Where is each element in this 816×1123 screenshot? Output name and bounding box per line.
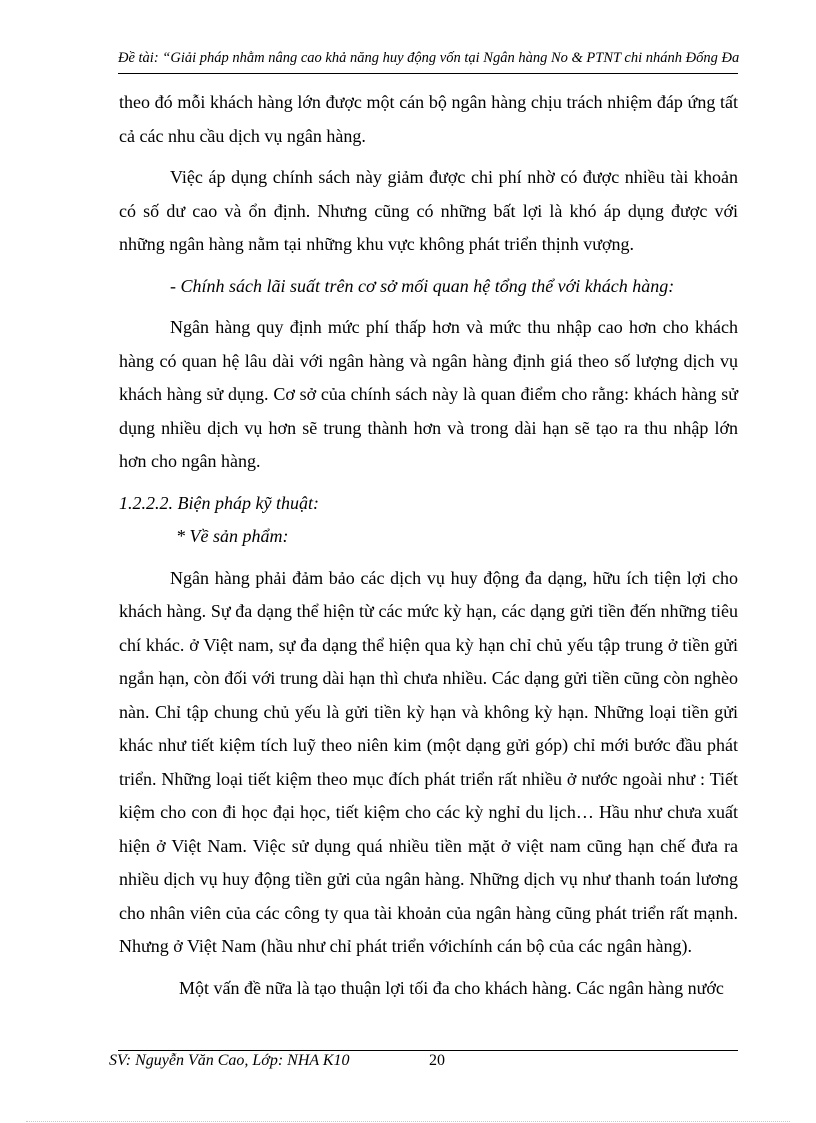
paragraph-customer-convenience: Một vấn đề nữa là tạo thuận lợi tối đa cho khách hàng. Các ngân hàng nước	[179, 977, 724, 998]
policy-subheading: - Chính sách lãi suất trên cơ sở mối quan hệ tổng thể với khách hàng:	[170, 275, 675, 296]
page-header	[118, 50, 738, 74]
header-title: Đề tài: “Giải pháp nhằm nâng cao khả năng huy động vốn tại Ngân hàng No & PTNT chi nhánh Đống Đa	[118, 50, 740, 66]
paragraph-fee-policy: Ngân hàng quy định mức phí thấp hơn và mức thu nhập cao hơn cho khách hàng có quan hệ lâu dài với ngân hàng và ngân hàng định giá theo số lượng dịch vụ khách hàng sử dụng. Cơ sở của chính sách này là quan điểm cho rằng: khách hàng sử dụng nhiều dịch vụ hơn sẽ trung thành hơn và trong dài hạn sẽ tạo ra thu nhập lớn hơn cho ngân hàng.	[119, 317, 738, 471]
page-number: 20	[429, 1052, 445, 1069]
footer-author: SV: Nguyễn Văn Cao, Lớp: NHA K10	[109, 1052, 350, 1069]
page-bottom-border	[26, 1121, 790, 1122]
document-body	[119, 86, 738, 1005]
paragraph-policy-cost: Việc áp dụng chính sách này giảm được chi phí nhờ có được nhiều tài khoản có số dư cao và ổn định. Nhưng cũng có những bất lợi là khó áp dụng được với những ngân hàng nằm tại những khu vực không phát triển thịnh vượng.	[119, 167, 738, 254]
footer-divider	[118, 1050, 738, 1051]
section-heading: 1.2.2.2. Biện pháp kỹ thuật:	[119, 492, 319, 513]
paragraph-products: Ngân hàng phải đảm bảo các dịch vụ huy động đa dạng, hữu ích tiện lợi cho khách hàng. Sự đa dạng thể hiện từ các mức kỳ hạn, các dạng gửi tiền đến những tiêu chí khác. ở Việt nam, sự đa dạng thể hiện qua kỳ hạn chỉ chủ yếu tập trung ở tiền gửi ngắn hạn, còn đối với trung dài hạn thì chưa nhiều. Các dạng gửi tiền cũng còn nghèo nàn. Chỉ tập chung chủ yếu là gửi tiền kỳ hạn và không kỳ hạn. Những loại tiền gửi khác như tiết kiệm tích luỹ theo niên kim (một dạng gửi góp) chỉ mới bước đầu phát triển. Những loại tiết kiệm theo mục đích phát triển rất nhiều ở nước ngoài như : Tiết kiệm cho con đi học đại học, tiết kiệm cho các kỳ nghỉ du lịch… Hầu như chưa xuất hiện ở Việt Nam. Việc sử dụng quá nhiều tiền mặt ở việt nam cũng hạn chế đưa ra nhiều dịch vụ huy động tiền gửi của ngân hàng. Những dịch vụ như thanh toán lương cho nhân viên của các công ty qua tài khoản của ngân hàng cũng phát triển rất mạnh. Nhưng ở Việt Nam (hầu như chỉ phát triển vớichính cán bộ của các ngân hàng).	[119, 567, 738, 956]
product-subheading: * Về sản phẩm:	[176, 526, 289, 546]
paragraph-continuation: theo đó mỗi khách hàng lớn được một cán bộ ngân hàng chịu trách nhiệm đáp ứng tất cả các nhu cầu dịch vụ ngân hàng.	[119, 92, 738, 146]
